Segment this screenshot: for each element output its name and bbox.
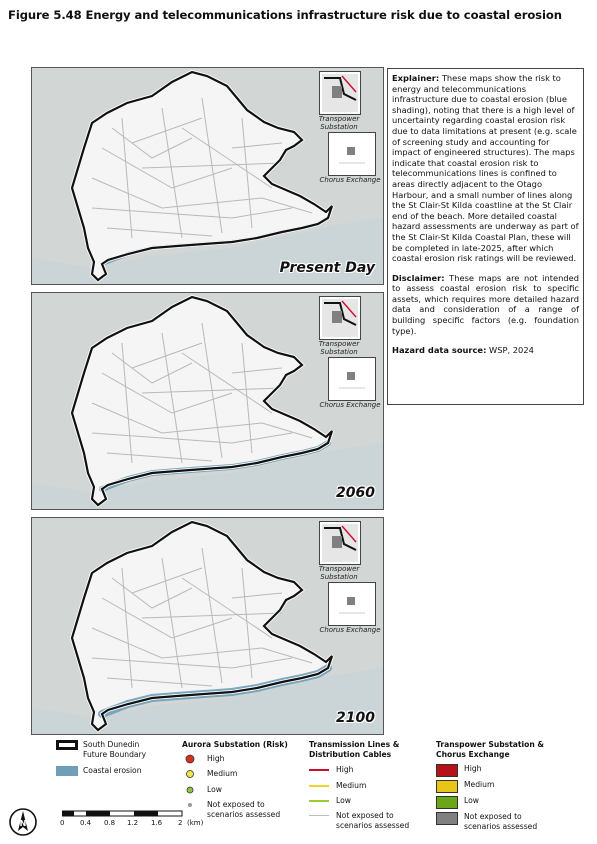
scale-tick-1: 0.4 [80,819,92,827]
lines-item-none [309,811,426,830]
scale-tick-4: 1.6 [151,819,163,827]
chorus-inset [328,132,376,176]
disclaimer-paragraph [392,273,579,337]
chorus-inset-label: Chorus Exchange [319,626,381,634]
chorus-inset [328,357,376,401]
inset-map [329,358,375,400]
aurora-medium-label: Medium [207,769,238,778]
substation-footprint [332,311,342,323]
scenario-label: 2100 [336,710,375,726]
aurora-low-swatch [185,785,199,795]
transpower-inset [319,521,361,565]
disclaimer-text: These maps are not intended to assess coastal erosion risk to specific assets, which requires more detailed hazard data and consideration of a range of building specific factors (e.g. foundation type). [392,272,579,336]
explainer-paragraph [392,73,579,264]
legend-boundary [56,740,155,759]
transpower-legend-title: Transpower Substation & Chorus Exchange [436,740,545,759]
inset-map [329,583,375,625]
exchange-footprint [347,597,355,605]
scale-tick-2: 0.8 [104,819,116,827]
lines-high-swatch [309,769,329,771]
lines-legend-title: Transmission Lines & Distribution Cables [309,740,400,759]
erosion-label: Coastal erosion [83,766,142,775]
exchange-footprint [347,147,355,155]
map-2100 [31,517,384,735]
aurora-item-none [185,800,285,819]
aurora-item-low [185,785,222,795]
legend-erosion [56,766,142,776]
transpower-inset-label: Transpower Substation [318,565,360,581]
scale-tick-3: 1.2 [127,819,139,827]
lines-high-label: High [336,765,354,774]
transpower-inset-label: Transpower Substation [318,340,360,356]
aurora-medium-swatch [185,769,199,779]
transpower-medium-label: Medium [464,780,495,789]
transpower-inset-label: Transpower Substation [318,115,360,131]
transpower-inset [319,71,361,115]
aurora-high-label: High [207,754,225,763]
scenario-label: 2060 [336,485,375,501]
inset-map [320,72,360,114]
boundary-swatch [56,740,78,750]
aurora-legend-title: Aurora Substation (Risk) [182,740,288,749]
transpower-low-label: Low [464,796,479,805]
substation-footprint [332,86,342,98]
aurora-none-swatch [185,800,199,810]
substation-footprint [332,536,342,548]
transpower-high-swatch [436,764,458,777]
scenario-label: Present Day [279,260,375,276]
lines-low-label: Low [336,796,351,805]
transpower-high-label: High [464,764,482,773]
scale-tick-0: 0 [60,819,65,827]
lines-item-medium [309,781,366,791]
chorus-inset-label: Chorus Exchange [319,401,381,409]
north-arrow-icon [8,807,38,837]
lines-medium-label: Medium [336,781,367,790]
explainer-label: Explainer: [392,73,440,83]
scale-unit: (km) [187,819,204,827]
figure-title: Figure 5.48 Energy and telecommunications infrastructure risk due to coastal erosion [8,8,562,22]
transpower-item-none [436,812,556,831]
transpower-none-swatch [436,812,458,825]
transpower-medium-swatch [436,780,458,793]
lines-low-swatch [309,800,329,802]
explainer-text: These maps show the risk to energy and telecommunications infrastructure due to coastal erosion (blue shading), noting that there is a high level of uncertainty regarding coastal erosion risk due to data limitations at present (e.g. scale of screening study and accounting for impact of engineered structures). The maps indicate that coastal erosion risk to telecommunications lines is confined to areas directly adjacent to the Otago Harbour, and a small number of lines along the St Clair-St Kilda coastline at the St Clair end of the beach. More detailed coastal hazard assessments are underway as part of the St Clair-St Kilda Coastal Plan, these will be completed in late-2025, after which coastal erosion risk ratings will be reviewed. [392,73,579,264]
transpower-none-label: Not exposed to scenarios assessed [464,812,538,831]
aurora-item-high [185,754,224,764]
aurora-none-label: Not exposed to scenarios assessed [207,800,281,819]
inset-map [320,522,360,564]
transpower-item-high [436,764,481,777]
lines-medium-swatch [309,785,329,787]
inset-map [320,297,360,339]
boundary-label: South Dunedin Future Boundary [83,740,147,759]
lines-none-label: Not exposed to scenarios assessed [336,811,410,830]
chorus-inset-label: Chorus Exchange [319,176,381,184]
transpower-item-low [436,796,479,809]
inset-map [329,133,375,175]
transpower-low-swatch [436,796,458,809]
chorus-inset [328,582,376,626]
transpower-item-medium [436,780,494,793]
source-label: Hazard data source: [392,345,487,356]
explainer-box [387,68,584,405]
erosion-swatch [56,766,78,776]
map-present-day [31,67,384,285]
lines-item-low [309,796,351,806]
exchange-footprint [347,372,355,380]
disclaimer-label: Disclaimer: [392,272,445,283]
aurora-low-label: Low [207,785,222,794]
scale-tick-5: 2 [178,819,183,827]
source-paragraph [392,345,579,356]
scale-bar [62,810,186,818]
aurora-item-medium [185,769,237,779]
lines-item-high [309,765,353,775]
aurora-high-swatch [185,754,199,764]
transpower-inset [319,296,361,340]
north-label: N [19,819,27,828]
lines-none-swatch [309,815,329,816]
map-2060 [31,292,384,510]
source-text: WSP, 2024 [489,345,534,356]
